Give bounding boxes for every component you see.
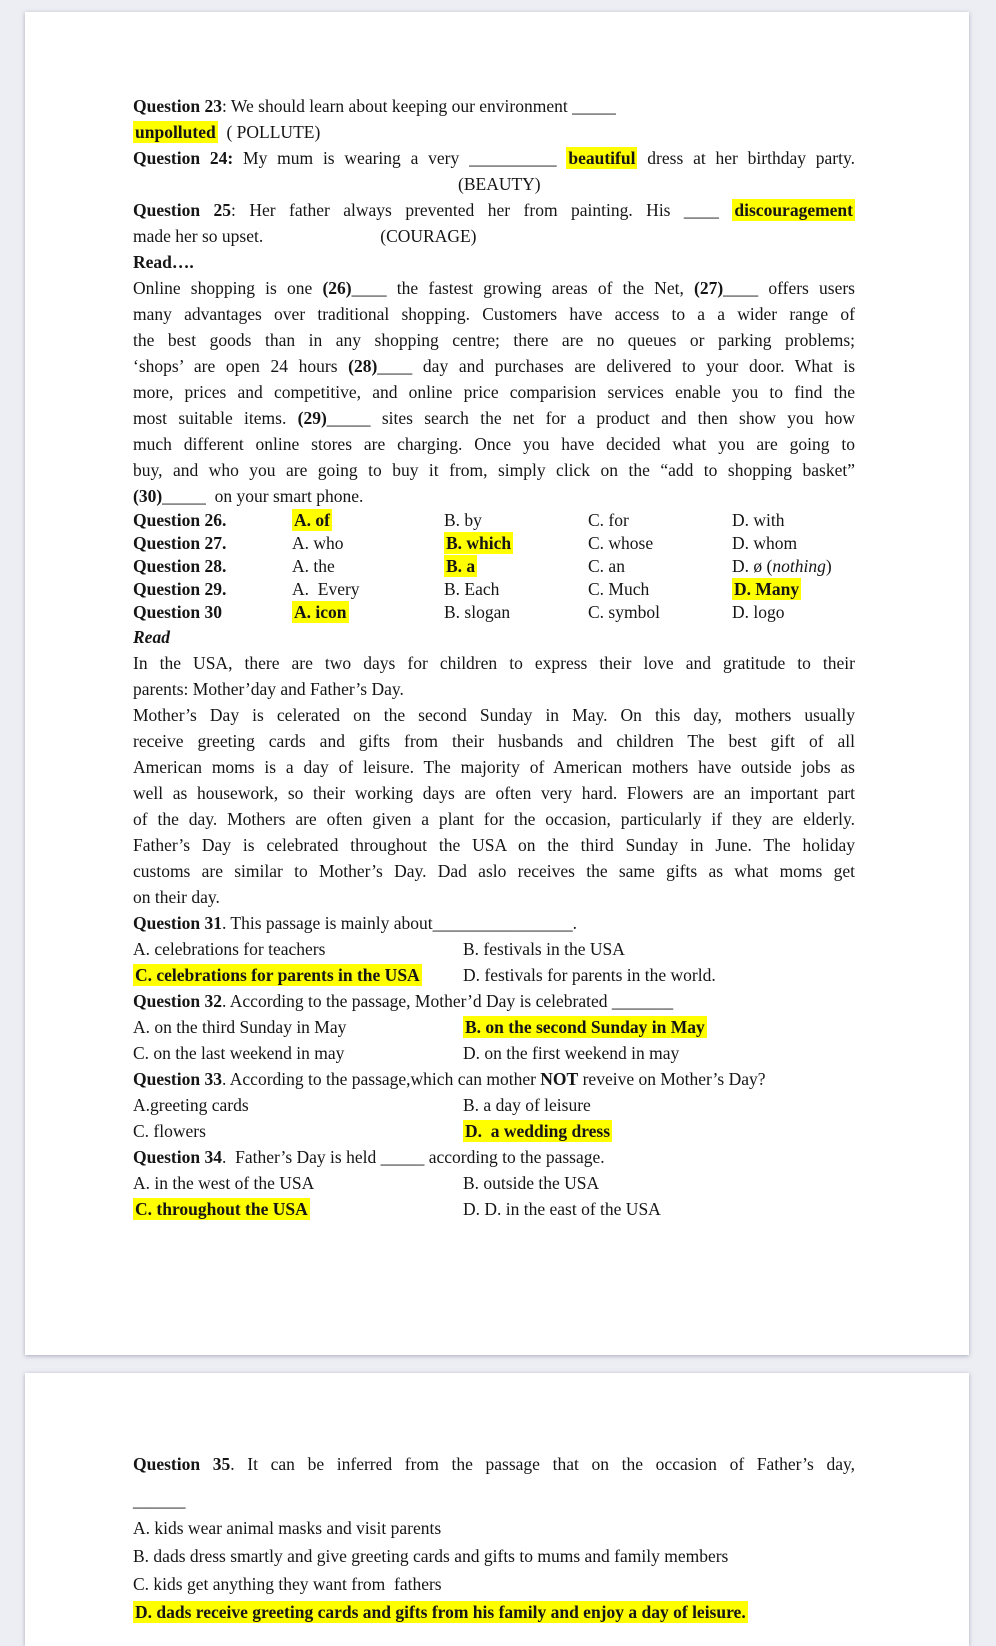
text-segment: ____ offers users (723, 278, 855, 298)
text-segment: Question 26. (133, 510, 227, 530)
text-line (133, 728, 855, 754)
text-segment: much different online stores are charging. Once you have decided what you are going to (133, 434, 855, 454)
text-segment: the best goods than in any shopping centre; there are no queues or parking problems; (133, 330, 855, 350)
text-line (133, 1144, 855, 1170)
option-cell (588, 509, 732, 532)
text-segment: Online shopping is one (133, 278, 323, 298)
highlighted-answer-text: C. celebrations for parents in the USA (135, 965, 420, 985)
option-cell (444, 555, 588, 578)
question-label (133, 578, 292, 601)
text-segment: (29) (297, 408, 327, 428)
highlighted-answer-text: D. Many (734, 579, 800, 599)
text-segment: Father’s Day is celebrated throughout the USA on the third Sunday in June. The holiday (133, 835, 855, 855)
text-segment: . According to the passage,which can mother (221, 1069, 541, 1089)
text-segment: D. festivals for parents in the world. (463, 965, 716, 985)
text-line (133, 832, 855, 858)
text-segment: B. Each (444, 579, 500, 599)
options-row (133, 936, 855, 962)
text-segment: Question 34 (133, 1147, 222, 1167)
text-segment: NOT (540, 1069, 579, 1089)
option-cell (463, 1040, 855, 1066)
question-label (133, 555, 292, 578)
text-segment: of the day. Mothers are often given a plant for the occasion, particularly if they are elderly. (133, 809, 855, 829)
option-cell (732, 601, 855, 624)
options-row (133, 1040, 855, 1066)
text-segment: Read (133, 627, 170, 647)
text-segment: B. dads dress smartly and give greeting cards and gifts to mums and family members (133, 1546, 729, 1566)
highlighted-answer-text: B. on the second Sunday in May (465, 1017, 705, 1037)
text-segment: C. kids get anything they want from fathers (133, 1574, 442, 1594)
text-segment: nothing (772, 556, 826, 576)
option-cell (463, 1014, 855, 1040)
text-line (133, 624, 855, 650)
text-line (133, 910, 855, 936)
text-line (133, 780, 855, 806)
text-segment: ) (825, 556, 832, 576)
text-line (133, 223, 855, 249)
text-segment: B. by (444, 510, 482, 530)
option-cell (463, 1092, 855, 1118)
option-cell (588, 555, 732, 578)
text-segment: Question 23 (133, 96, 222, 116)
text-segment: B. a day of leisure (463, 1095, 591, 1115)
text-segment: Question 28. (133, 556, 227, 576)
text-segment: In the USA, there are two days for children to express their love and gratitude to their (133, 653, 855, 673)
text-segment: : We should learn about keeping our environment _____ (221, 96, 616, 116)
text-line (133, 379, 855, 405)
option-cell (292, 509, 444, 532)
text-segment: (28) (348, 356, 378, 376)
text-segment: (COURAGE) (380, 226, 477, 246)
spacer (263, 241, 380, 242)
text-line (133, 806, 855, 832)
option-cell (463, 936, 855, 962)
option-cell (292, 601, 444, 624)
text-segment: _____ on your smart phone. (162, 486, 364, 506)
page-1-content (25, 12, 969, 1222)
text-segment: C. on the last weekend in may (133, 1043, 345, 1063)
text-segment: C. whose (588, 533, 654, 553)
text-segment: D. whom (732, 533, 798, 553)
option-cell (463, 962, 855, 988)
text-segment: B. festivals in the USA (463, 939, 625, 959)
text-line (133, 327, 855, 353)
option-cell (133, 1170, 463, 1196)
text-segment: C. an (588, 556, 625, 576)
option-cell (732, 578, 855, 601)
text-segment: ______ (133, 1490, 186, 1510)
text-line (133, 145, 855, 171)
text-segment: Read…. (133, 252, 194, 272)
text-line (133, 1514, 855, 1542)
text-line (133, 197, 855, 223)
text-line (133, 405, 855, 431)
text-line (133, 353, 855, 379)
text-line (133, 1450, 855, 1478)
text-segment: D. with (732, 510, 785, 530)
text-segment: . It can be inferred from the passage that on the occasion of Father’s day, (230, 1454, 855, 1474)
highlighted-answer-text: unpolluted (135, 122, 216, 142)
option-cell (588, 532, 732, 555)
text-line (133, 1570, 855, 1598)
text-segment: . According to the passage, Mother’d Day is celebrated _______ (221, 991, 674, 1011)
text-segment: reveive on Mother’s Day? (578, 1069, 766, 1089)
option-cell (292, 555, 444, 578)
options-row (133, 509, 855, 532)
option-cell (444, 509, 588, 532)
question-label (133, 509, 292, 532)
text-segment: (30) (133, 486, 163, 506)
highlighted-answer-text: D. dads receive greeting cards and gifts from his family and enjoy a day of leisure. (135, 1602, 746, 1622)
option-cell (133, 1196, 463, 1222)
text-segment: dress at her birthday party. (637, 148, 855, 168)
text-line (133, 93, 855, 119)
text-line (133, 754, 855, 780)
highlighted-answer-text: D. a wedding dress (465, 1121, 611, 1141)
text-segment: well as housework, so their working days are often very hard. Flowers are an important part (133, 783, 855, 803)
options-row (133, 962, 855, 988)
options-row (133, 1092, 855, 1118)
text-line (133, 702, 855, 728)
text-segment: customs are similar to Mother’s Day. Dad aslo receives the same gifts as what moms get (133, 861, 855, 881)
highlighted-answer-text: B. which (446, 533, 512, 553)
option-cell (133, 1040, 463, 1066)
options-row (133, 1014, 855, 1040)
text-segment: A. kids wear animal masks and visit parents (133, 1518, 442, 1538)
text-segment: : Her father always prevented her from painting. His ____ (231, 200, 733, 220)
highlighted-answer-text: discouragement (734, 200, 853, 220)
option-cell (463, 1118, 855, 1144)
text-segment: A. the (292, 556, 335, 576)
text-segment: . Father’s Day is held _____ according to the passage. (221, 1147, 605, 1167)
option-cell (732, 509, 855, 532)
text-segment: receive greeting cards and gifts from their husbands and children The best gift of all (133, 731, 855, 751)
text-segment: C. for (588, 510, 629, 530)
text-segment: Question 32 (133, 991, 222, 1011)
text-segment: Question 30 (133, 602, 222, 622)
text-segment: C. symbol (588, 602, 660, 622)
text-segment: A. in the west of the USA (133, 1173, 315, 1193)
text-segment: more, prices and competitive, and online price comparision services enable you to find the (133, 382, 855, 402)
text-segment: buy, and who you are going to buy it from, simply click on the “add to shopping basket” (133, 460, 855, 480)
text-segment: C. Much (588, 579, 650, 599)
option-cell (732, 555, 855, 578)
text-segment: Question 29. (133, 579, 227, 599)
options-row (133, 601, 855, 624)
text-segment: Question 25 (133, 200, 232, 220)
text-segment: ____ day and purchases are delivered to your door. What is (377, 356, 855, 376)
highlighted-answer-text: beautiful (568, 148, 636, 168)
text-segment: Mother’s Day is celerated on the second Sunday in May. On this day, mothers usually (133, 705, 855, 725)
question-label (133, 532, 292, 555)
text-segment: Question 27. (133, 533, 227, 553)
highlighted-answer-text: C. throughout the USA (135, 1199, 308, 1219)
text-segment: D. ø ( (732, 556, 773, 576)
options-row (133, 578, 855, 601)
text-segment: parents: Mother’day and Father’s Day. (133, 679, 404, 699)
text-line (133, 119, 855, 145)
option-cell (444, 578, 588, 601)
options-row (133, 1118, 855, 1144)
text-segment: . This passage is mainly about________________. (221, 913, 577, 933)
option-cell (133, 1092, 463, 1118)
text-segment: ‘shops’ are open 24 hours (133, 356, 349, 376)
text-line (133, 1066, 855, 1092)
text-segment: Question 31 (133, 913, 222, 933)
page-1 (25, 12, 969, 1355)
text-line (133, 676, 855, 702)
text-segment: made her so upset. (133, 226, 264, 246)
text-segment: Question 33 (133, 1069, 222, 1089)
text-segment: most suitable items. (133, 408, 298, 428)
page-2 (25, 1373, 969, 1646)
text-segment: _____ sites search the net for a product and then show you how (326, 408, 855, 428)
text-segment: A.greeting cards (133, 1095, 249, 1115)
text-segment: C. flowers (133, 1121, 206, 1141)
text-line (133, 988, 855, 1014)
text-line (133, 884, 855, 910)
option-cell (292, 578, 444, 601)
text-segment: My mum is wearing a very __________ (233, 148, 567, 168)
text-line (133, 1486, 855, 1514)
option-cell (732, 532, 855, 555)
text-segment: D. on the first weekend in may (463, 1043, 680, 1063)
text-segment: many advantages over traditional shopping. Customers have access to a a wider range of (133, 304, 855, 324)
text-segment: B. slogan (444, 602, 511, 622)
option-cell (463, 1170, 855, 1196)
options-row (133, 555, 855, 578)
text-line (133, 650, 855, 676)
text-segment: ( POLLUTE) (217, 122, 321, 142)
text-segment: (26) (322, 278, 352, 298)
options-row (133, 1170, 855, 1196)
option-cell (588, 601, 732, 624)
text-line (133, 1542, 855, 1570)
option-cell (588, 578, 732, 601)
option-cell (133, 1118, 463, 1144)
text-line (133, 483, 855, 509)
text-segment: A. celebrations for teachers (133, 939, 326, 959)
text-segment: American moms is a day of leisure. The majority of American mothers have outside jobs as (133, 757, 855, 777)
option-cell (292, 532, 444, 555)
text-line (133, 858, 855, 884)
options-row (133, 532, 855, 555)
highlighted-answer-text: B. a (446, 556, 476, 576)
text-segment: Question 35 (133, 1454, 231, 1474)
text-segment: ____ the fastest growing areas of the Net, (351, 278, 695, 298)
highlighted-answer-text: A. of (294, 510, 330, 530)
option-cell (444, 601, 588, 624)
question-label (133, 601, 292, 624)
option-cell (463, 1196, 855, 1222)
text-line (133, 249, 855, 275)
text-segment: D. logo (732, 602, 785, 622)
text-line (133, 171, 855, 197)
text-line (133, 301, 855, 327)
text-segment: A. on the third Sunday in May (133, 1017, 347, 1037)
page-2-content (25, 1373, 969, 1626)
option-cell (133, 936, 463, 962)
text-segment: A. who (292, 533, 344, 553)
text-line (133, 1598, 855, 1626)
text-segment: on their day. (133, 887, 220, 907)
highlighted-answer-text: A. icon (294, 602, 347, 622)
text-segment: (27) (694, 278, 724, 298)
text-line (133, 431, 855, 457)
options-row (133, 1196, 855, 1222)
text-line (133, 275, 855, 301)
text-segment: B. outside the USA (463, 1173, 600, 1193)
option-cell (133, 962, 463, 988)
text-segment: Question 24: (133, 148, 234, 168)
option-cell (444, 532, 588, 555)
text-segment: D. D. in the east of the USA (463, 1199, 661, 1219)
text-segment: A. Every (292, 579, 360, 599)
text-line (133, 457, 855, 483)
text-segment: (BEAUTY) (458, 174, 541, 194)
option-cell (133, 1014, 463, 1040)
